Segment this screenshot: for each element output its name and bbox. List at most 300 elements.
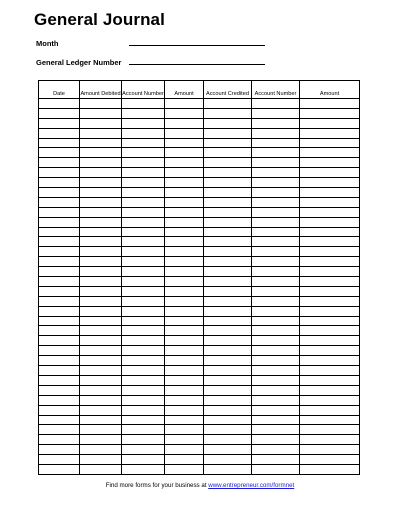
cell-credit-account-number[interactable] xyxy=(252,178,300,188)
cell-credit-account-number[interactable] xyxy=(252,296,300,306)
cell-credit-account-number[interactable] xyxy=(252,326,300,336)
cell-debit-account-number[interactable] xyxy=(122,108,165,118)
cell-credit-account-number[interactable] xyxy=(252,306,300,316)
cell-debit-amount[interactable] xyxy=(165,128,204,138)
cell-credit-account-number[interactable] xyxy=(252,316,300,326)
cell-account-credited[interactable] xyxy=(204,415,252,425)
cell-account-credited[interactable] xyxy=(204,99,252,109)
cell-debit-account-number[interactable] xyxy=(122,257,165,267)
cell-account-credited[interactable] xyxy=(204,247,252,257)
cell-amount-debited[interactable] xyxy=(80,227,122,237)
cell-date[interactable] xyxy=(39,286,80,296)
cell-debit-amount[interactable] xyxy=(165,415,204,425)
cell-debit-amount[interactable] xyxy=(165,118,204,128)
cell-account-credited[interactable] xyxy=(204,425,252,435)
cell-amount-debited[interactable] xyxy=(80,415,122,425)
cell-date[interactable] xyxy=(39,188,80,198)
cell-debit-account-number[interactable] xyxy=(122,158,165,168)
cell-date[interactable] xyxy=(39,158,80,168)
cell-credit-account-number[interactable] xyxy=(252,366,300,376)
cell-amount-debited[interactable] xyxy=(80,395,122,405)
cell-debit-amount[interactable] xyxy=(165,346,204,356)
cell-account-credited[interactable] xyxy=(204,237,252,247)
cell-amount-debited[interactable] xyxy=(80,197,122,207)
cell-debit-account-number[interactable] xyxy=(122,455,165,465)
cell-amount-debited[interactable] xyxy=(80,385,122,395)
cell-debit-account-number[interactable] xyxy=(122,385,165,395)
cell-amount-debited[interactable] xyxy=(80,375,122,385)
cell-debit-amount[interactable] xyxy=(165,217,204,227)
cell-credit-account-number[interactable] xyxy=(252,277,300,287)
cell-debit-amount[interactable] xyxy=(165,326,204,336)
cell-credit-amount[interactable] xyxy=(300,237,360,247)
cell-account-credited[interactable] xyxy=(204,257,252,267)
cell-date[interactable] xyxy=(39,395,80,405)
cell-credit-account-number[interactable] xyxy=(252,207,300,217)
cell-date[interactable] xyxy=(39,237,80,247)
cell-credit-amount[interactable] xyxy=(300,128,360,138)
cell-amount-debited[interactable] xyxy=(80,366,122,376)
cell-credit-amount[interactable] xyxy=(300,207,360,217)
cell-account-credited[interactable] xyxy=(204,326,252,336)
cell-account-credited[interactable] xyxy=(204,118,252,128)
table-row xyxy=(39,385,360,395)
cell-credit-amount[interactable] xyxy=(300,118,360,128)
cell-amount-debited[interactable] xyxy=(80,316,122,326)
cell-amount-debited[interactable] xyxy=(80,277,122,287)
cell-amount-debited[interactable] xyxy=(80,118,122,128)
cell-date[interactable] xyxy=(39,366,80,376)
table-row xyxy=(39,138,360,148)
cell-date[interactable] xyxy=(39,435,80,445)
cell-credit-amount[interactable] xyxy=(300,108,360,118)
cell-date[interactable] xyxy=(39,108,80,118)
table-row xyxy=(39,306,360,316)
cell-debit-account-number[interactable] xyxy=(122,178,165,188)
cell-debit-amount[interactable] xyxy=(165,168,204,178)
cell-amount-debited[interactable] xyxy=(80,336,122,346)
table-row xyxy=(39,296,360,306)
cell-credit-amount[interactable] xyxy=(300,296,360,306)
cell-credit-amount[interactable] xyxy=(300,435,360,445)
table-row xyxy=(39,346,360,356)
cell-credit-account-number[interactable] xyxy=(252,415,300,425)
cell-debit-account-number[interactable] xyxy=(122,375,165,385)
cell-credit-amount[interactable] xyxy=(300,247,360,257)
cell-debit-account-number[interactable] xyxy=(122,336,165,346)
cell-credit-amount[interactable] xyxy=(300,356,360,366)
cell-credit-account-number[interactable] xyxy=(252,227,300,237)
cell-debit-amount[interactable] xyxy=(165,316,204,326)
cell-debit-amount[interactable] xyxy=(165,227,204,237)
cell-account-credited[interactable] xyxy=(204,158,252,168)
cell-credit-account-number[interactable] xyxy=(252,455,300,465)
cell-account-credited[interactable] xyxy=(204,286,252,296)
cell-credit-amount[interactable] xyxy=(300,158,360,168)
cell-credit-amount[interactable] xyxy=(300,405,360,415)
cell-date[interactable] xyxy=(39,455,80,465)
month-field-line xyxy=(129,45,265,46)
cell-debit-amount[interactable] xyxy=(165,178,204,188)
cell-debit-account-number[interactable] xyxy=(122,445,165,455)
cell-account-credited[interactable] xyxy=(204,168,252,178)
cell-amount-debited[interactable] xyxy=(80,464,122,474)
cell-credit-account-number[interactable] xyxy=(252,346,300,356)
cell-account-credited[interactable] xyxy=(204,227,252,237)
cell-credit-account-number[interactable] xyxy=(252,336,300,346)
cell-date[interactable] xyxy=(39,128,80,138)
cell-credit-account-number[interactable] xyxy=(252,435,300,445)
cell-credit-account-number[interactable] xyxy=(252,217,300,227)
cell-credit-account-number[interactable] xyxy=(252,247,300,257)
cell-amount-debited[interactable] xyxy=(80,188,122,198)
table-row xyxy=(39,188,360,198)
cell-amount-debited[interactable] xyxy=(80,346,122,356)
cell-debit-account-number[interactable] xyxy=(122,277,165,287)
table-row xyxy=(39,99,360,109)
header-account-credited: Account Credited xyxy=(204,81,252,99)
cell-amount-debited[interactable] xyxy=(80,405,122,415)
cell-account-credited[interactable] xyxy=(204,445,252,455)
cell-amount-debited[interactable] xyxy=(80,217,122,227)
cell-debit-account-number[interactable] xyxy=(122,128,165,138)
cell-amount-debited[interactable] xyxy=(80,267,122,277)
cell-date[interactable] xyxy=(39,375,80,385)
cell-credit-amount[interactable] xyxy=(300,178,360,188)
cell-debit-account-number[interactable] xyxy=(122,425,165,435)
cell-credit-amount[interactable] xyxy=(300,138,360,148)
cell-account-credited[interactable] xyxy=(204,138,252,148)
cell-date[interactable] xyxy=(39,356,80,366)
header-credit-amount: Amount xyxy=(300,81,360,99)
cell-debit-account-number[interactable] xyxy=(122,118,165,128)
cell-credit-account-number[interactable] xyxy=(252,168,300,178)
cell-credit-account-number[interactable] xyxy=(252,237,300,247)
table-row xyxy=(39,326,360,336)
cell-amount-debited[interactable] xyxy=(80,128,122,138)
cell-debit-amount[interactable] xyxy=(165,247,204,257)
cell-amount-debited[interactable] xyxy=(80,158,122,168)
cell-debit-account-number[interactable] xyxy=(122,306,165,316)
table-row xyxy=(39,316,360,326)
cell-amount-debited[interactable] xyxy=(80,237,122,247)
cell-amount-debited[interactable] xyxy=(80,326,122,336)
cell-credit-amount[interactable] xyxy=(300,445,360,455)
cell-credit-account-number[interactable] xyxy=(252,118,300,128)
footer-text: Find more forms for your business at xyxy=(105,482,209,489)
cell-debit-amount[interactable] xyxy=(165,257,204,267)
cell-date[interactable] xyxy=(39,277,80,287)
table-row xyxy=(39,197,360,207)
table-row xyxy=(39,227,360,237)
cell-amount-debited[interactable] xyxy=(80,247,122,257)
cell-debit-amount[interactable] xyxy=(165,445,204,455)
cell-debit-amount[interactable] xyxy=(165,138,204,148)
cell-credit-account-number[interactable] xyxy=(252,138,300,148)
cell-credit-amount[interactable] xyxy=(300,336,360,346)
cell-date[interactable] xyxy=(39,336,80,346)
cell-credit-account-number[interactable] xyxy=(252,108,300,118)
cell-date[interactable] xyxy=(39,425,80,435)
cell-account-credited[interactable] xyxy=(204,356,252,366)
cell-date[interactable] xyxy=(39,257,80,267)
cell-amount-debited[interactable] xyxy=(80,257,122,267)
table-row xyxy=(39,178,360,188)
table-row xyxy=(39,267,360,277)
cell-account-credited[interactable] xyxy=(204,296,252,306)
cell-date[interactable] xyxy=(39,178,80,188)
cell-debit-account-number[interactable] xyxy=(122,138,165,148)
cell-account-credited[interactable] xyxy=(204,108,252,118)
cell-debit-amount[interactable] xyxy=(165,366,204,376)
cell-debit-account-number[interactable] xyxy=(122,207,165,217)
cell-debit-account-number[interactable] xyxy=(122,395,165,405)
cell-debit-amount[interactable] xyxy=(165,188,204,198)
cell-account-credited[interactable] xyxy=(204,306,252,316)
cell-debit-amount[interactable] xyxy=(165,455,204,465)
cell-account-credited[interactable] xyxy=(204,366,252,376)
cell-amount-debited[interactable] xyxy=(80,108,122,118)
cell-debit-amount[interactable] xyxy=(165,158,204,168)
cell-debit-account-number[interactable] xyxy=(122,316,165,326)
cell-account-credited[interactable] xyxy=(204,464,252,474)
table-row xyxy=(39,168,360,178)
cell-account-credited[interactable] xyxy=(204,207,252,217)
cell-account-credited[interactable] xyxy=(204,128,252,138)
cell-amount-debited[interactable] xyxy=(80,286,122,296)
cell-credit-amount[interactable] xyxy=(300,375,360,385)
cell-date[interactable] xyxy=(39,415,80,425)
cell-credit-amount[interactable] xyxy=(300,464,360,474)
cell-date[interactable] xyxy=(39,306,80,316)
cell-debit-account-number[interactable] xyxy=(122,99,165,109)
cell-amount-debited[interactable] xyxy=(80,425,122,435)
cell-account-credited[interactable] xyxy=(204,188,252,198)
cell-account-credited[interactable] xyxy=(204,435,252,445)
cell-credit-account-number[interactable] xyxy=(252,375,300,385)
cell-date[interactable] xyxy=(39,405,80,415)
table-row xyxy=(39,237,360,247)
table-row xyxy=(39,425,360,435)
cell-date[interactable] xyxy=(39,138,80,148)
table-row xyxy=(39,375,360,385)
cell-credit-account-number[interactable] xyxy=(252,197,300,207)
cell-debit-amount[interactable] xyxy=(165,385,204,395)
cell-debit-amount[interactable] xyxy=(165,296,204,306)
cell-credit-amount[interactable] xyxy=(300,395,360,405)
cell-date[interactable] xyxy=(39,217,80,227)
table-row xyxy=(39,455,360,465)
cell-amount-debited[interactable] xyxy=(80,168,122,178)
cell-debit-amount[interactable] xyxy=(165,435,204,445)
cell-credit-amount[interactable] xyxy=(300,148,360,158)
cell-debit-amount[interactable] xyxy=(165,99,204,109)
cell-debit-account-number[interactable] xyxy=(122,188,165,198)
cell-date[interactable] xyxy=(39,296,80,306)
cell-credit-amount[interactable] xyxy=(300,306,360,316)
cell-account-credited[interactable] xyxy=(204,148,252,158)
cell-credit-account-number[interactable] xyxy=(252,464,300,474)
cell-credit-account-number[interactable] xyxy=(252,356,300,366)
table-row xyxy=(39,118,360,128)
cell-credit-amount[interactable] xyxy=(300,267,360,277)
cell-debit-account-number[interactable] xyxy=(122,346,165,356)
cell-debit-amount[interactable] xyxy=(165,405,204,415)
cell-credit-account-number[interactable] xyxy=(252,267,300,277)
cell-credit-account-number[interactable] xyxy=(252,425,300,435)
cell-amount-debited[interactable] xyxy=(80,138,122,148)
cell-debit-account-number[interactable] xyxy=(122,197,165,207)
cell-account-credited[interactable] xyxy=(204,346,252,356)
cell-account-credited[interactable] xyxy=(204,217,252,227)
cell-debit-amount[interactable] xyxy=(165,425,204,435)
cell-credit-amount[interactable] xyxy=(300,257,360,267)
cell-account-credited[interactable] xyxy=(204,405,252,415)
cell-credit-amount[interactable] xyxy=(300,346,360,356)
cell-debit-account-number[interactable] xyxy=(122,435,165,445)
cell-date[interactable] xyxy=(39,197,80,207)
cell-account-credited[interactable] xyxy=(204,277,252,287)
cell-credit-account-number[interactable] xyxy=(252,405,300,415)
cell-debit-amount[interactable] xyxy=(165,356,204,366)
cell-debit-account-number[interactable] xyxy=(122,296,165,306)
cell-credit-amount[interactable] xyxy=(300,425,360,435)
cell-debit-account-number[interactable] xyxy=(122,267,165,277)
cell-amount-debited[interactable] xyxy=(80,207,122,217)
cell-amount-debited[interactable] xyxy=(80,148,122,158)
cell-amount-debited[interactable] xyxy=(80,356,122,366)
cell-credit-amount[interactable] xyxy=(300,197,360,207)
cell-credit-account-number[interactable] xyxy=(252,385,300,395)
table-row xyxy=(39,128,360,138)
cell-credit-amount[interactable] xyxy=(300,385,360,395)
cell-account-credited[interactable] xyxy=(204,197,252,207)
table-row xyxy=(39,445,360,455)
cell-credit-account-number[interactable] xyxy=(252,158,300,168)
cell-debit-account-number[interactable] xyxy=(122,326,165,336)
cell-amount-debited[interactable] xyxy=(80,455,122,465)
cell-date[interactable] xyxy=(39,445,80,455)
cell-account-credited[interactable] xyxy=(204,336,252,346)
cell-date[interactable] xyxy=(39,464,80,474)
cell-debit-account-number[interactable] xyxy=(122,405,165,415)
cell-credit-account-number[interactable] xyxy=(252,148,300,158)
table-row xyxy=(39,336,360,346)
cell-credit-amount[interactable] xyxy=(300,366,360,376)
cell-date[interactable] xyxy=(39,168,80,178)
cell-debit-amount[interactable] xyxy=(165,286,204,296)
cell-credit-amount[interactable] xyxy=(300,188,360,198)
table-row xyxy=(39,435,360,445)
cell-credit-account-number[interactable] xyxy=(252,445,300,455)
cell-credit-account-number[interactable] xyxy=(252,99,300,109)
cell-account-credited[interactable] xyxy=(204,455,252,465)
cell-date[interactable] xyxy=(39,326,80,336)
cell-date[interactable] xyxy=(39,385,80,395)
cell-date[interactable] xyxy=(39,247,80,257)
cell-credit-amount[interactable] xyxy=(300,326,360,336)
table-row xyxy=(39,277,360,287)
cell-credit-amount[interactable] xyxy=(300,455,360,465)
cell-debit-account-number[interactable] xyxy=(122,366,165,376)
cell-credit-account-number[interactable] xyxy=(252,188,300,198)
cell-debit-account-number[interactable] xyxy=(122,148,165,158)
cell-debit-amount[interactable] xyxy=(165,267,204,277)
cell-amount-debited[interactable] xyxy=(80,435,122,445)
cell-debit-amount[interactable] xyxy=(165,197,204,207)
cell-debit-account-number[interactable] xyxy=(122,217,165,227)
cell-date[interactable] xyxy=(39,316,80,326)
cell-account-credited[interactable] xyxy=(204,395,252,405)
cell-debit-account-number[interactable] xyxy=(122,356,165,366)
table-row xyxy=(39,395,360,405)
cell-date[interactable] xyxy=(39,99,80,109)
cell-account-credited[interactable] xyxy=(204,316,252,326)
cell-credit-amount[interactable] xyxy=(300,227,360,237)
cell-debit-amount[interactable] xyxy=(165,336,204,346)
table-row xyxy=(39,464,360,474)
cell-debit-amount[interactable] xyxy=(165,306,204,316)
cell-debit-account-number[interactable] xyxy=(122,464,165,474)
cell-date[interactable] xyxy=(39,148,80,158)
cell-credit-amount[interactable] xyxy=(300,415,360,425)
cell-debit-amount[interactable] xyxy=(165,207,204,217)
cell-debit-account-number[interactable] xyxy=(122,237,165,247)
cell-date[interactable] xyxy=(39,227,80,237)
cell-amount-debited[interactable] xyxy=(80,296,122,306)
footer-link[interactable]: www.entrepreneur.com/formnet xyxy=(208,482,295,489)
cell-debit-account-number[interactable] xyxy=(122,415,165,425)
cell-debit-account-number[interactable] xyxy=(122,286,165,296)
cell-date[interactable] xyxy=(39,267,80,277)
cell-credit-account-number[interactable] xyxy=(252,257,300,267)
cell-debit-amount[interactable] xyxy=(165,464,204,474)
cell-debit-amount[interactable] xyxy=(165,148,204,158)
cell-credit-amount[interactable] xyxy=(300,316,360,326)
cell-credit-amount[interactable] xyxy=(300,277,360,287)
cell-debit-amount[interactable] xyxy=(165,277,204,287)
cell-amount-debited[interactable] xyxy=(80,306,122,316)
cell-account-credited[interactable] xyxy=(204,178,252,188)
cell-credit-account-number[interactable] xyxy=(252,286,300,296)
ledger-number-label: General Ledger Number xyxy=(36,58,122,67)
cell-credit-amount[interactable] xyxy=(300,99,360,109)
cell-amount-debited[interactable] xyxy=(80,99,122,109)
cell-credit-account-number[interactable] xyxy=(252,395,300,405)
cell-debit-amount[interactable] xyxy=(165,108,204,118)
cell-debit-account-number[interactable] xyxy=(122,168,165,178)
cell-account-credited[interactable] xyxy=(204,375,252,385)
cell-credit-account-number[interactable] xyxy=(252,128,300,138)
table-row xyxy=(39,366,360,376)
cell-amount-debited[interactable] xyxy=(80,178,122,188)
cell-credit-amount[interactable] xyxy=(300,217,360,227)
cell-date[interactable] xyxy=(39,118,80,128)
cell-amount-debited[interactable] xyxy=(80,445,122,455)
table-row xyxy=(39,148,360,158)
cell-debit-account-number[interactable] xyxy=(122,227,165,237)
cell-debit-amount[interactable] xyxy=(165,395,204,405)
cell-date[interactable] xyxy=(39,346,80,356)
cell-credit-amount[interactable] xyxy=(300,286,360,296)
cell-date[interactable] xyxy=(39,207,80,217)
cell-debit-amount[interactable] xyxy=(165,375,204,385)
cell-debit-amount[interactable] xyxy=(165,237,204,247)
cell-debit-account-number[interactable] xyxy=(122,247,165,257)
cell-account-credited[interactable] xyxy=(204,385,252,395)
cell-credit-amount[interactable] xyxy=(300,168,360,178)
cell-account-credited[interactable] xyxy=(204,267,252,277)
